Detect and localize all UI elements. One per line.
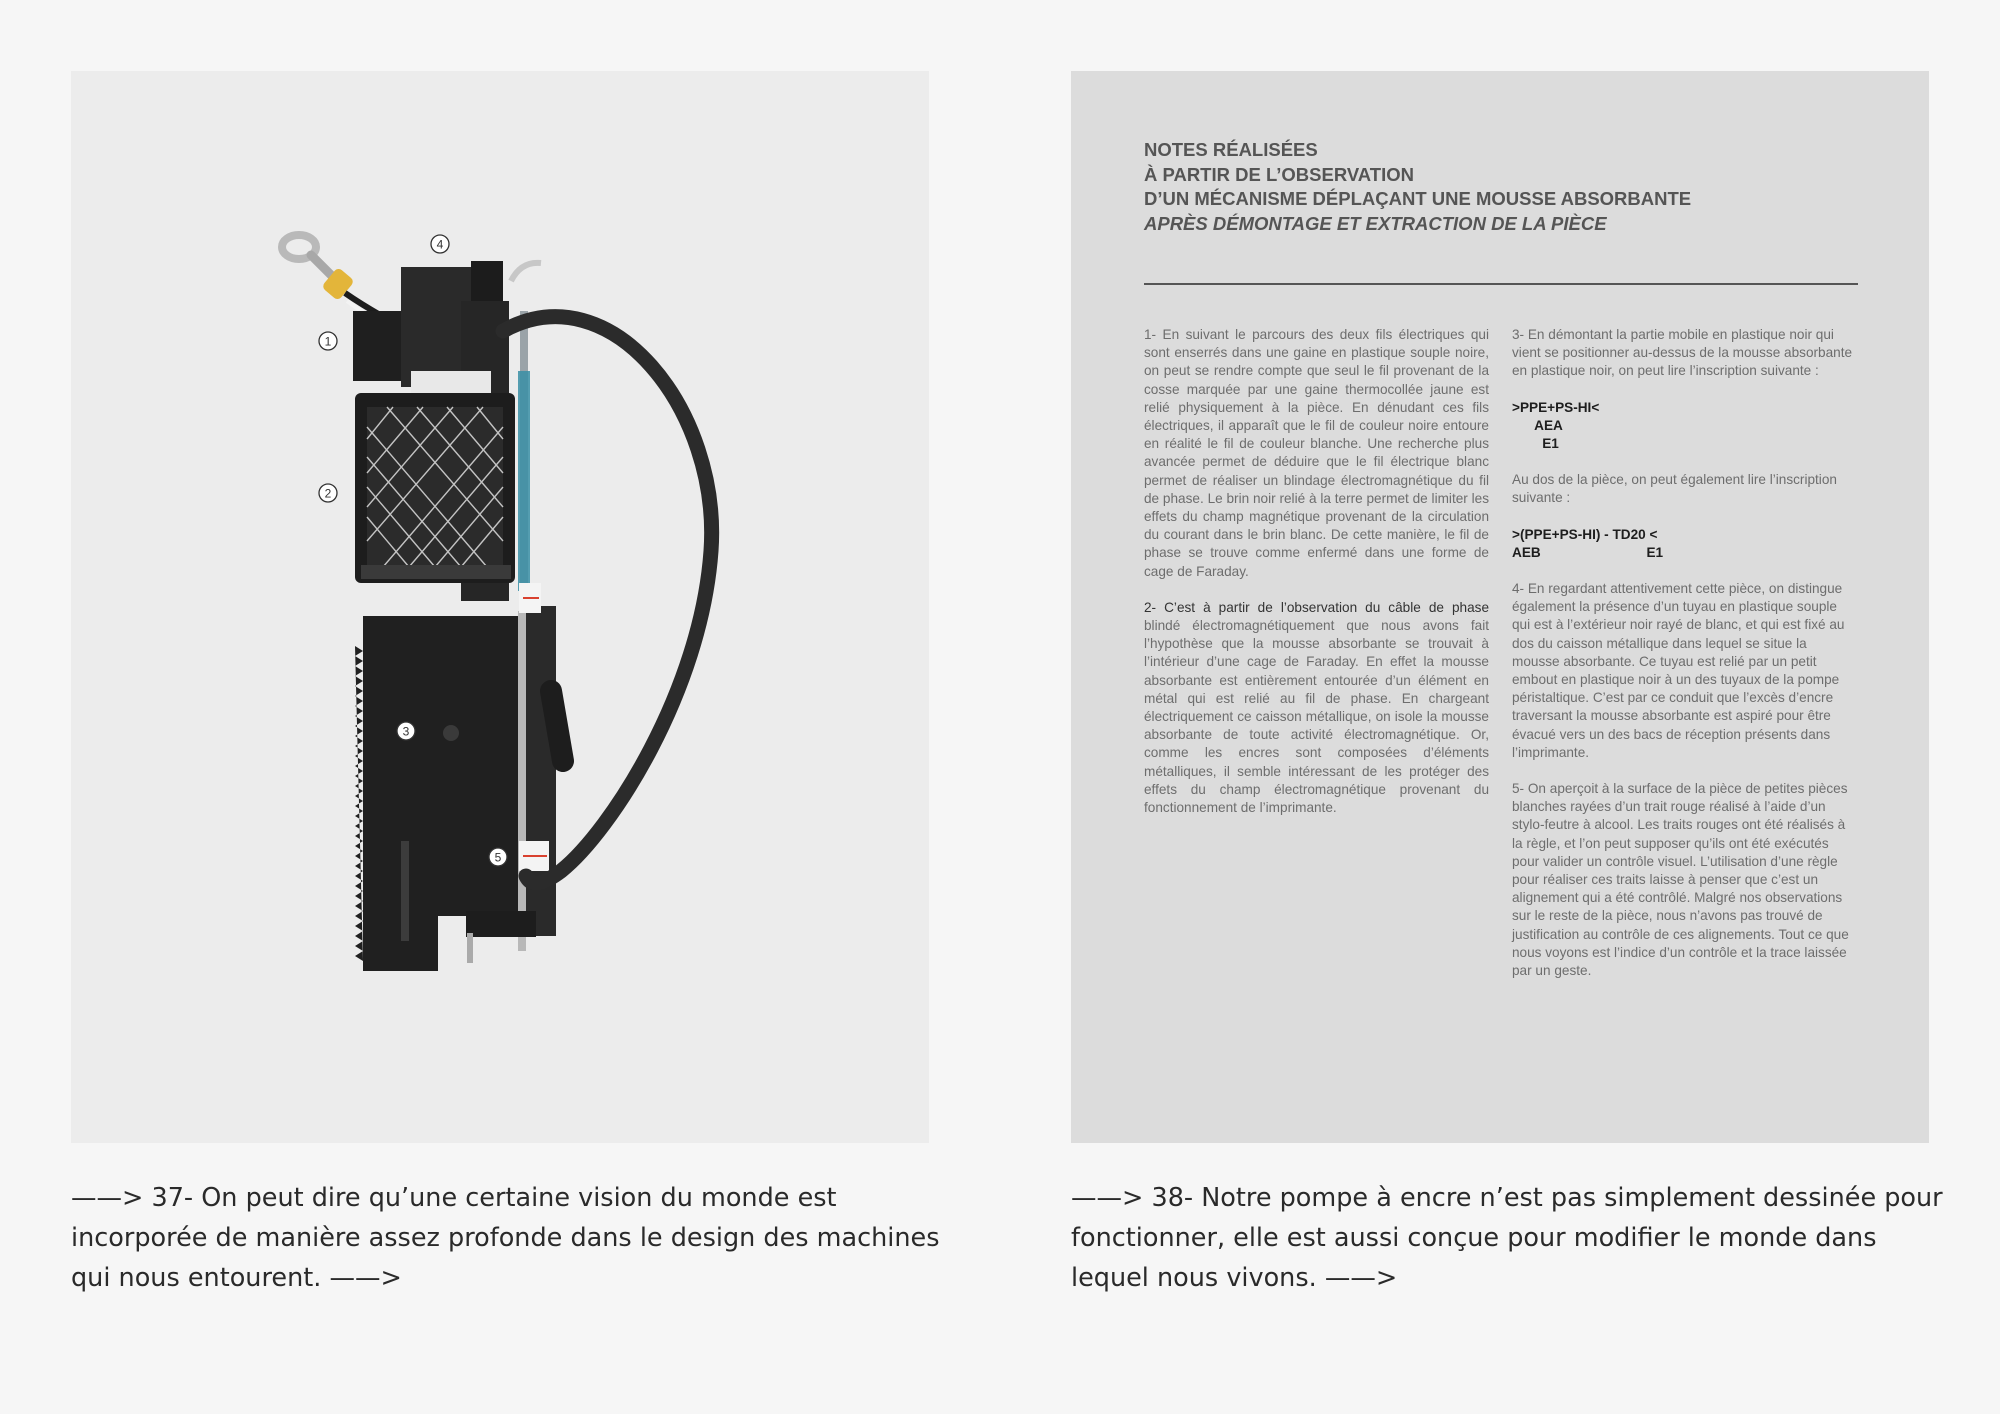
notes-column-right xyxy=(1512,326,1857,998)
notes-column-left xyxy=(1144,326,1489,835)
note-paragraph-5: 5- On aperçoit à la surface de la pièce de petites pièces blanches rayées d’un trait rouge réalisé à l’aide d’un stylo-feutre à alcool. Les traits rouges ont été réalisés à la règle, et l’on peut supposer qu’ils ont été exécutés pour valider un contrôle visuel. L’utilisation d’une règle pour réaliser ces traits laisse à penser que c’est un alignement qui a été contrôlé. Malgré nos observations sur le reste de la pièce, nous n’avons pas trouvé de justification au contrôle de ces alignements. Tout ce que nous voyons est l’indice d’un contrôle et la trace laissée par un geste. xyxy=(1512,781,1849,979)
svg-text:5: 5 xyxy=(494,850,502,865)
heading-line: NOTES RÉALISÉES xyxy=(1144,139,1318,160)
notes-heading xyxy=(1144,138,1864,236)
svg-text:4: 4 xyxy=(436,237,444,252)
svg-text:2: 2 xyxy=(324,486,332,501)
rack-block xyxy=(355,583,556,971)
marker-4 xyxy=(431,235,449,253)
inscription-back: >(PPE+PS-HI) - TD20 < AEB E1 xyxy=(1512,526,1664,560)
caption-right-text: ——> 38- Notre pompe à encre n’est pas simplement dessinée pour fonctionner, elle est aussi conçue pour modifier le monde dans lequel nous vivons. ——> xyxy=(1071,1183,1943,1293)
foam-box xyxy=(355,393,515,583)
caption-left-text: ——> 37- On peut dire qu’une certaine vision du monde est incorporée de manière assez profonde dans le design des machines qui nous entourent. ——> xyxy=(71,1183,940,1293)
note-paragraph-2-body: blindé électromagnétiquement que nous avons fait l’hypothèse que la mousse absorbante se trouvait à l’intérieur d’une cage de Faraday. En effet la mousse absorbante est entièrement entourée d’un élément en métal qui est relié au fil de phase. En chargeant électriquement ce caisson métallique, on isole la mousse absorbante de toute activité électromagnétique. Or, comme les encres sont composées d’éléments métalliques, il semble intéressant de les protéger des effets du champ électromagnétique provenant du fonctionnement de l’imprimante. xyxy=(1144,618,1489,816)
marker-1 xyxy=(319,332,337,350)
marker-3 xyxy=(397,722,415,740)
caption-right xyxy=(1071,1178,1951,1298)
note-paragraph-2 xyxy=(1144,599,1489,817)
svg-text:3: 3 xyxy=(402,724,410,739)
note-paragraph-3b: Au dos de la pièce, on peut également lire l’inscription suivante : xyxy=(1512,472,1837,506)
caption-left xyxy=(71,1178,951,1298)
mechanism-photo xyxy=(71,71,929,1143)
ring-terminal xyxy=(282,235,355,301)
inscription-front: >PPE+PS-HI< AEA E1 xyxy=(1512,399,1600,452)
marker-2 xyxy=(319,484,337,502)
heading-line: D’UN MÉCANISME DÉPLAÇANT UNE MOUSSE ABSORBANTE xyxy=(1144,188,1692,209)
marker-5 xyxy=(489,848,507,866)
note-paragraph-4: 4- En regardant attentivement cette pièce, on distingue également la présence d’un tuyau en plastique souple qui est à l’extérieur noir rayé de blanc, et qui est fixé au dos du caisson métallique dans lequel se situe la mousse absorbante. Ce tuyau est relié par un petit embout en plastique noir à un des tuyaux de la pompe péristaltique. C’est par ce conduit que l’excès d’encre traversant la mousse absorbante est aspiré pour être évacué vers un des bacs de réception présents dans l’imprimante. xyxy=(1512,581,1845,760)
heading-divider xyxy=(1144,283,1858,285)
heading-subline: APRÈS DÉMONTAGE ET EXTRACTION DE LA PIÈCE xyxy=(1144,212,1607,234)
mechanism-illustration xyxy=(71,71,929,1143)
svg-text:1: 1 xyxy=(324,334,332,349)
note-paragraph-2-lead: 2- C’est à partir de l’observation du câble de phase xyxy=(1144,599,1489,615)
note-paragraph-1: 1- En suivant le parcours des deux fils électriques qui sont enserrés dans une gaine en plastique souple noire, on peut se rendre compte que seul le fil provenant de la cosse marquée par une gaine thermocollée jaune est relié physiquement à la pièce. En dénudant ces fils électriques, il apparaît que le fil de couleur noire entoure en réalité le fil de couleur blanche. Une recherche plus avancée permet de déduire que le fil électrique blanc permet de réaliser un blindage électromagnétique du fil de phase. Le brin noir relié à la terre permet de limiter les effets du champ magnétique provenant de la circulation du courant dans le brin blanc. De cette manière, le fil de phase se trouve comme enfermé dans une forme de cage de Faraday. xyxy=(1144,327,1489,579)
heading-line: À PARTIR DE L’OBSERVATION xyxy=(1144,163,1414,185)
note-paragraph-3: 3- En démontant la partie mobile en plastique noir qui vient se positionner au-dessus de la mousse absorbante en plastique noir, on peut lire l’inscription suivante : xyxy=(1512,327,1853,379)
notes-panel xyxy=(1071,71,1929,1143)
